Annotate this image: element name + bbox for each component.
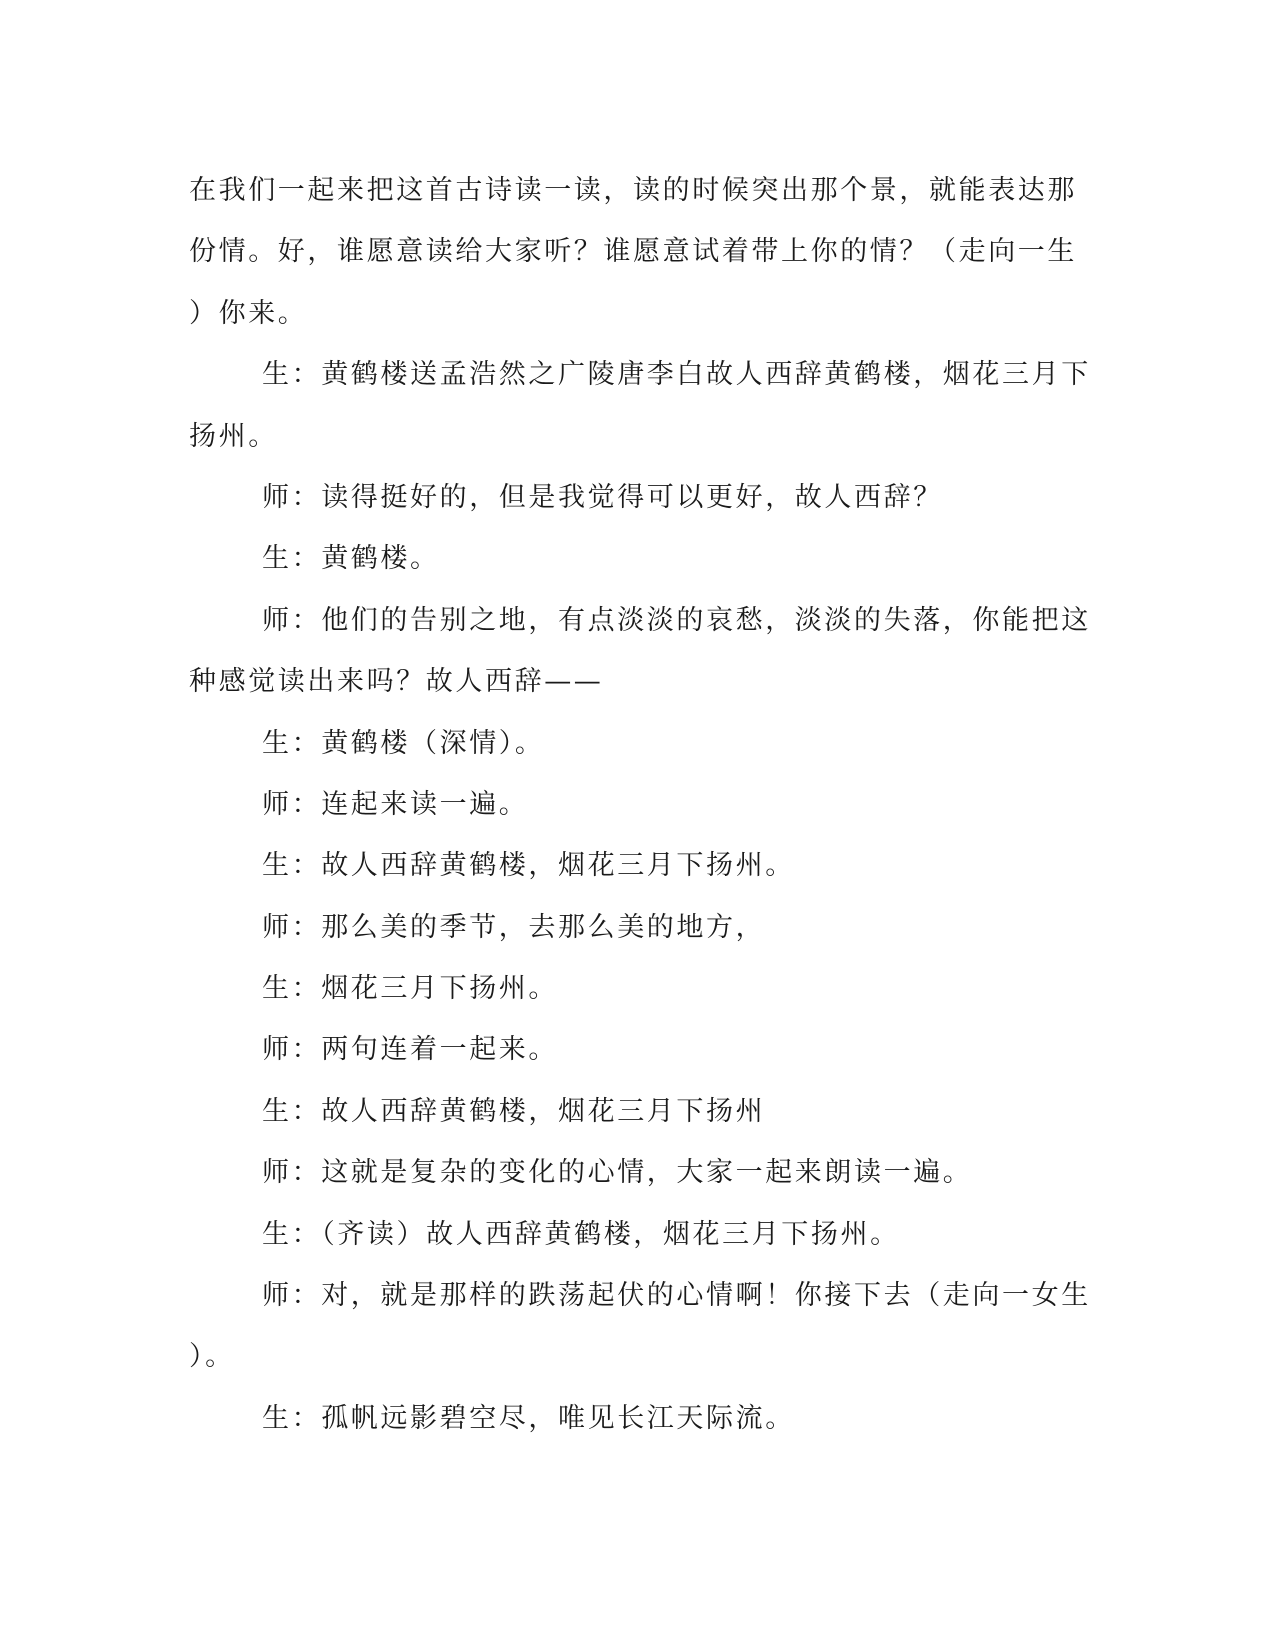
dialogue-line: 师：那么美的季节，去那么美的地方， — [262, 911, 766, 943]
dialogue-line: 师：连起来读一遍。 — [262, 788, 529, 820]
dialogue-line: 生：（齐读）故人西辞黄鹤楼，烟花三月下扬州。 — [262, 1218, 900, 1250]
dialogue-line: 师：他们的告别之地，有点淡淡的哀愁，淡淡的失落，你能把这 — [262, 604, 1091, 636]
dialogue-line: 生：故人西辞黄鹤楼，烟花三月下扬州 — [262, 1095, 766, 1127]
text-line: ）你来。 — [189, 297, 308, 329]
text-line: ）。 — [189, 1341, 235, 1373]
dialogue-line: 生：孤帆远影碧空尽，唯见长江天际流。 — [262, 1402, 795, 1434]
dialogue-line: 师：读得挺好的，但是我觉得可以更好，故人西辞？ — [262, 481, 943, 513]
dialogue-line: 师：两句连着一起来。 — [262, 1034, 558, 1066]
dialogue-line: 生：黄鹤楼（深情）。 — [262, 727, 545, 759]
dialogue-line: 生：黄鹤楼。 — [262, 543, 440, 575]
document-body — [189, 160, 1091, 1449]
dialogue-line: 生：烟花三月下扬州。 — [262, 973, 558, 1005]
text-line: 在我们一起来把这首古诗读一读，读的时候突出那个景，就能表达那 — [189, 175, 1077, 206]
text-line: 扬州。 — [189, 420, 278, 452]
dialogue-line: 师：对，就是那样的跌荡起伏的心情啊！你接下去（走向一女生 — [262, 1280, 1091, 1312]
text-line: 份情。好，谁愿意读给大家听？谁愿意试着带上你的情？（走向一生 — [189, 236, 1077, 268]
text-line: 种感觉读出来吗？故人西辞—— — [189, 666, 604, 698]
dialogue-line: 生：黄鹤楼送孟浩然之广陵唐李白故人西辞黄鹤楼，烟花三月下 — [262, 359, 1091, 391]
dialogue-line: 生：故人西辞黄鹤楼，烟花三月下扬州。 — [262, 850, 795, 882]
dialogue-line: 师：这就是复杂的变化的心情，大家一起来朗读一遍。 — [262, 1157, 973, 1189]
